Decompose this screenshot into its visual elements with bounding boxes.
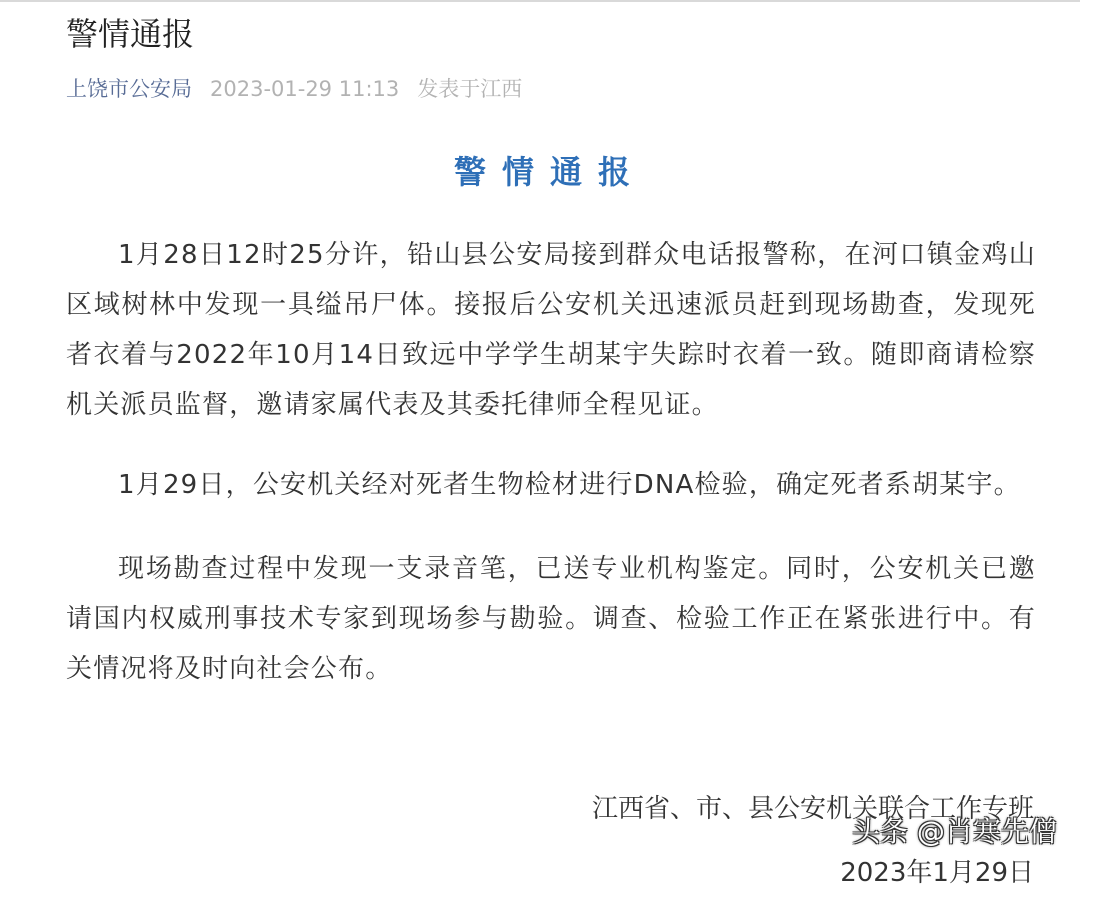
- publish-location: 发表于江西: [417, 77, 523, 101]
- platform-watermark: 头条 @肖寒先僧: [852, 815, 1057, 848]
- notice-paragraph-2: 1月29日，公安机关经对死者生物检材进行DNA检验，确定死者系胡某宇。: [118, 470, 1021, 500]
- publish-datetime: 2023-01-29 11:13: [210, 77, 400, 101]
- top-divider: [0, 0, 1080, 2]
- signature-organization: 江西省、市、县公安机关联合工作专班: [591, 794, 1034, 824]
- account-name-link[interactable]: 上饶市公安局: [66, 77, 192, 101]
- article-title: 警情通报: [66, 15, 195, 53]
- notice-paragraph-1: 1月28日12时25分许，铅山县公安局接到群众电话报警称，在河口镇金鸡山区域树林中发现一具缢吊尸体。接报后公安机关迅速派员赶到现场勘查，发现死者衣着与2022年10月14日致远中学学生胡某宇失踪时衣着一致。随即商请检察机关派员监督，邀请家属代表及其委托律师全程见证。: [66, 240, 1036, 420]
- notice-heading: 警情通报: [453, 153, 646, 191]
- article-meta: [66, 74, 522, 104]
- notice-paragraph-3: 现场勘查过程中发现一支录音笔，已送专业机构鉴定。同时，公安机关已邀请国内权威刑事技术专家到现场参与勘验。调查、检验工作正在紧张进行中。有关情况将及时向社会公布。: [66, 554, 1036, 684]
- signature-date: 2023年1月29日: [840, 858, 1034, 888]
